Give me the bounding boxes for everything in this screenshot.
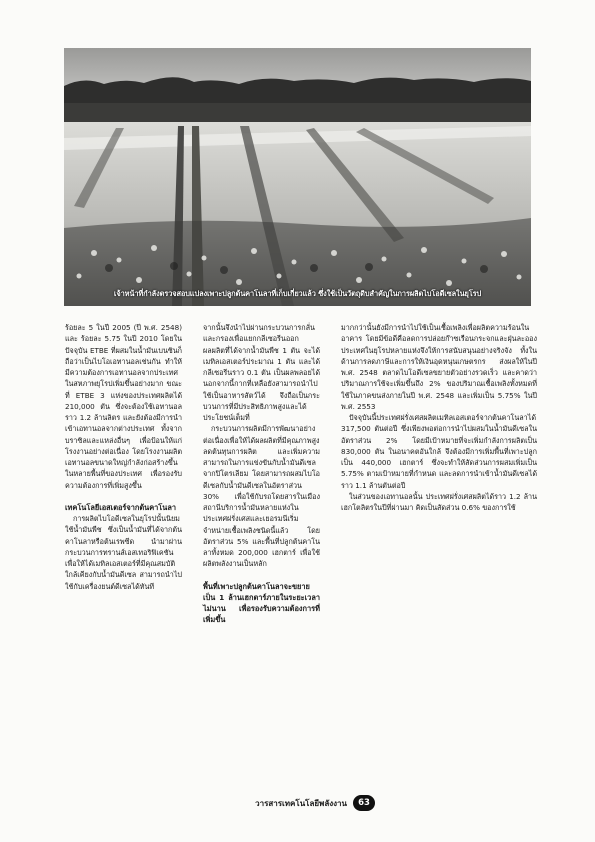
page-number: 63 xyxy=(353,795,375,811)
publication-title: วารสารเทคโนโลยีพลังงาน xyxy=(255,798,347,808)
paragraph: มากกว่านั้นยังมีการนำไปใช้เป็นเชื้อเพลิงเพื่อผลิตความร้อนในอาคาร โดยมีข้อดีคือลดการปล่อยก๊าซเรือนกระจกและฝุ่นละออง ประเทศในยุโรปหลายแห่งจึงให้การสนับสนุนอย่างจริงจัง ทั้งในด้านการลดภาษีและการให้เงินอุดหนุนเกษตรกร ส่งผลให้ในปี พ.ศ. 2548 ตลาดไบโอดีเซลขยายตัวอย่างรวดเร็ว และคาดว่าปริมาณการใช้จะเพิ่มขึ้นถึง 2% ของปริมาณเชื้อเพลิงทั้งหมดที่ใช้ในภาคขนส่งภายในปี พ.ศ. 2548 และเพิ่มเป็น 5.75% ในปี พ.ศ. 2553 xyxy=(341,323,537,411)
paragraph: กระบวนการผลิตมีการพัฒนาอย่างต่อเนื่องเพื่อให้ได้ผลผลิตที่มีคุณภาพสูง ลดต้นทุนการผลิต และเพิ่มความสามารถในการแข่งขันกับน้ำมันดีเซลจากปิโตรเลียม โดยสามารถผสมไบโอดีเซลกับน้ำมันดีเซลในอัตราส่วน 30% เพื่อใช้กับรถโดยสารในเมือง สถานีบริการน้ำมันหลายแห่งในประเทศฝรั่งเศสและเยอรมนีเริ่มจำหน่ายเชื้อเพลิงชนิดนี้แล้ว โดยอัตราส่วน 5% และพื้นที่ปลูกต้นคาโนลาทั้งหมด 200,000 เฮกตาร์ เพื่อใช้ผลิตพลังงานเป็นหลัก xyxy=(203,424,320,569)
text-column-1 xyxy=(65,322,182,592)
canola-field-image xyxy=(64,48,531,306)
text-column-3 xyxy=(341,322,537,513)
text-column-2 xyxy=(203,322,320,626)
paragraph: จากนั้นจึงนำไปผ่านกระบวนการกลั่นและกรองเพื่อแยกกลีเซอรีนออก ผลผลิตที่ได้จากน้ำมันพืช 1 ตัน จะได้เมทิลเอสเตอร์ประมาณ 1 ตัน และได้กลีเซอรีนราว 0.1 ตัน เป็นผลพลอยได้ นอกจากนี้กากที่เหลือยังสามารถนำไปใช้เป็นอาหารสัตว์ได้ จึงถือเป็นกระบวนการที่มีประสิทธิภาพสูงและได้ประโยชน์เต็มที่ xyxy=(203,323,320,422)
section-heading: พื้นที่เพาะปลูกต้นคาโนลาจะขยายเป็น 1 ล้านเฮกตาร์ภายในระยะเวลาไม่นาน เพื่อรองรับความต้องการที่เพิ่มขึ้น xyxy=(203,581,320,625)
photo-caption: เจ้าหน้าที่กำลังตรวจสอบแปลงเพาะปลูกต้นคาโนลาที่เก็บเกี่ยวแล้ว ซึ่งใช้เป็นวัตถุดิบสำคัญในการผลิตไบโอดีเซลในยุโรป xyxy=(113,289,482,298)
paragraph: ในส่วนของเอทานอลนั้น ประเทศฝรั่งเศสผลิตได้ราว 1.2 ล้านเฮกโตลิตรในปีที่ผ่านมา คิดเป็นสัดส่วน 0.6% ของการใช้ xyxy=(341,491,537,512)
paragraph: ร้อยละ 5 ในปี 2005 (ปี พ.ศ. 2548) และ ร้อยละ 5.75 ในปี 2010 โดยในปัจจุบัน ETBE ที่ผสมในน้ำมันเบนซินก็ถือว่าเป็นไบโอเอทานอลเช่นกัน ทำให้มีความต้องการเอทานอลจากประเทศในสหภาพยุโรปเพิ่มขึ้นอย่างมาก ขณะที่ ETBE 3 แห่งของประเทศผลิตได้ 210,000 ตัน ซึ่งจะต้องใช้เอทานอลราว 1.2 ล้านลิตร และยังต้องมีการนำเข้าเอทานอลจากต่างประเทศ ทั้งจากบราซิลและแหล่งอื่นๆ เพื่อป้อนให้แก่โรงงานอย่างต่อเนื่อง โดยโรงงานผลิตเอทานอลขนาดใหญ่กำลังก่อสร้างขึ้นในหลายพื้นที่ของประเทศ เพื่อรองรับความต้องการที่เพิ่มสูงขึ้น xyxy=(65,323,182,490)
section-heading: เทคโนโลยีเอสเตอร์จากต้นคาโนลา xyxy=(65,502,177,512)
page-footer xyxy=(215,794,375,812)
paragraph: ปัจจุบันนี้ประเทศฝรั่งเศสผลิตเมทิลเอสเตอร์จากต้นคาโนลาได้ 317,500 ตันต่อปี ซึ่งเพียงพอต่อการนำไปผสมในน้ำมันดีเซลในอัตราส่วน 2% โดยมีเป้าหมายที่จะเพิ่มกำลังการผลิตเป็น 830,000 ตัน ในอนาคตอันใกล้ จึงต้องมีการเพิ่มพื้นที่เพาะปลูกเป็น 440,000 เฮกตาร์ ซึ่งจะทำให้สัดส่วนการผสมเพิ่มเป็น 5.75% ตามเป้าหมายที่กำหนด และลดการนำเข้าน้ำมันดีเซลได้ราว 1.1 ล้านตันต่อปี xyxy=(341,413,537,490)
field-photo xyxy=(64,48,531,306)
paragraph: การผลิตไบโอดีเซลในยุโรปนั้นนิยมใช้น้ำมันพืช ซึ่งเป็นน้ำมันที่ได้จากต้นคาโนลาหรือต้นเรพซีด นำมาผ่านกระบวนการทรานส์เอสเทอริฟิเคชันเพื่อให้ได้เมทิลเอสเตอร์ที่มีคุณสมบัติใกล้เคียงกับน้ำมันดีเซล สามารถนำไปใช้กับเครื่องยนต์ดีเซลได้ทันที xyxy=(65,514,182,591)
